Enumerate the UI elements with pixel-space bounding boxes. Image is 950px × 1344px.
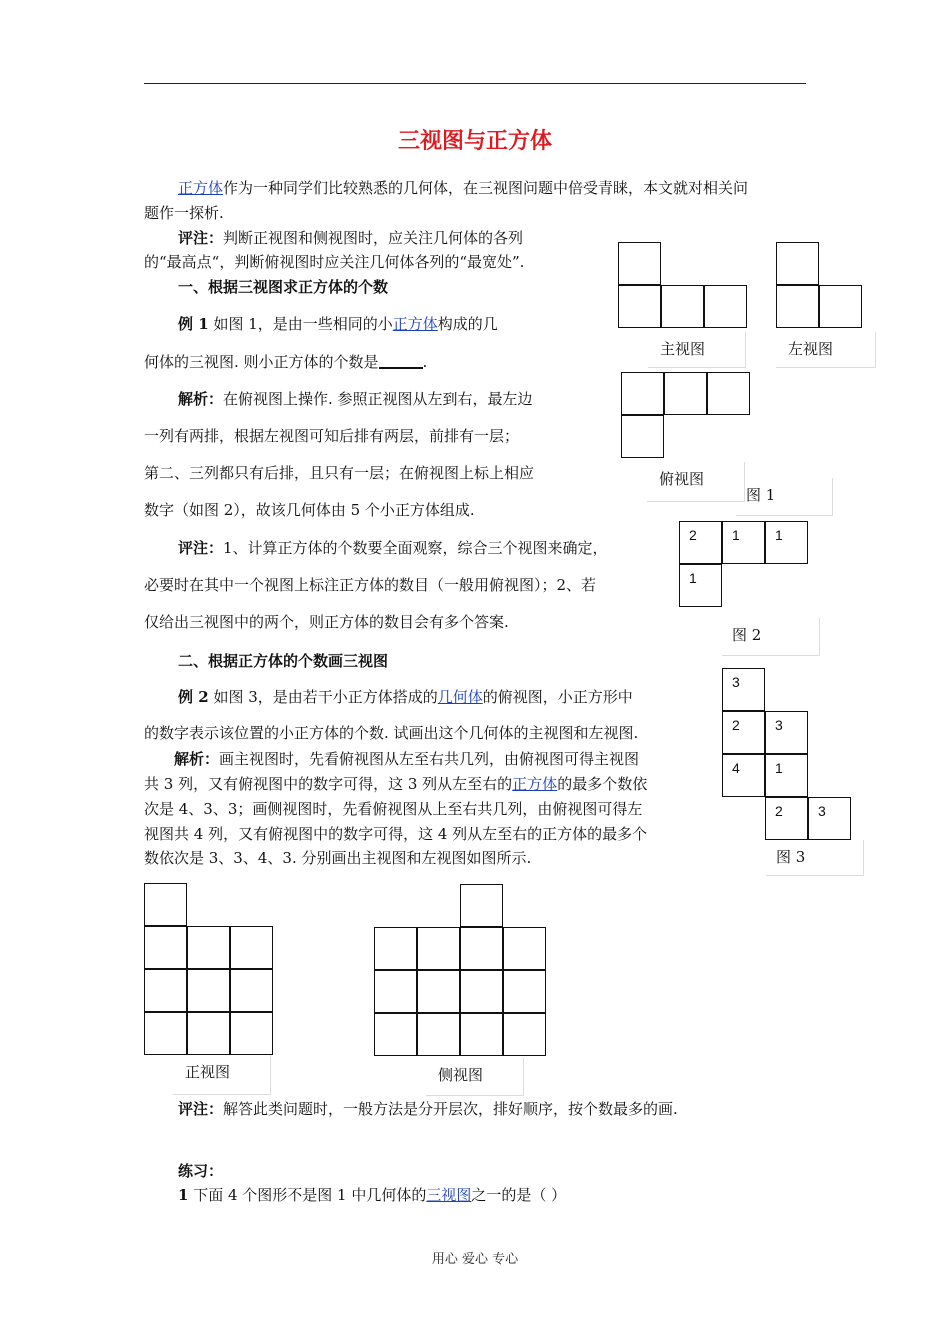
fig2-cell: 1 — [765, 521, 808, 564]
left-view-cell — [776, 242, 819, 285]
answer-side-cell — [417, 1013, 460, 1056]
top-view-cell — [664, 372, 707, 415]
solution2-line-3: 次是 4、3、3；画侧视图时，先看俯视图从上至右共几列，由俯视图可得左 — [144, 800, 643, 818]
left-view-caption: 左视图 — [776, 332, 876, 368]
answer-side-cell — [503, 970, 546, 1013]
link-sanshitu[interactable]: 三视图 — [426, 1186, 472, 1204]
fig2-cell: 1 — [722, 521, 765, 564]
answer-side-cell — [460, 970, 503, 1013]
answer-front-cell — [187, 969, 230, 1012]
fig3-cell: 2 — [765, 797, 808, 840]
note1-line-1: 评注：判断正视图和侧视图时，应关注几何体的各列 — [178, 229, 524, 247]
figure3-caption: 图 3 — [766, 840, 864, 876]
link-zhengfangti-intro[interactable]: 正方体 — [178, 179, 224, 197]
practice-question-1: 1 下面 4 个图形不是图 1 中几何体的三视图之一的是（ ） — [178, 1186, 567, 1204]
answer-front-caption: 正视图 — [173, 1055, 271, 1095]
figure1-caption: 图 1 — [736, 478, 833, 516]
answer-front-cell — [230, 926, 273, 969]
answer-side-cell — [417, 927, 460, 970]
example1-line-2: 何体的三视图. 则小正方体的个数是 . — [144, 353, 428, 371]
figure2-caption: 图 2 — [722, 618, 820, 656]
header-rule — [144, 83, 806, 84]
example1-line-1: 例 1 如图 1，是由一些相同的小正方体构成的几 — [178, 315, 498, 333]
left-view-cell — [819, 285, 862, 328]
left-view-cell — [776, 285, 819, 328]
solution2-line-4: 视图共 4 列，又有俯视图中的数字可得，这 4 列从左至右的正方体的最多个 — [144, 825, 648, 843]
front-view-caption: 主视图 — [648, 332, 746, 368]
page-footer: 用心 爱心 专心 — [431, 1252, 519, 1267]
top-view-cell — [621, 415, 664, 458]
answer-side-cell — [417, 970, 460, 1013]
answer-front-cell — [230, 969, 273, 1012]
answer-front-cell — [187, 1012, 230, 1055]
solution1-line-2: 一列有两排，根据左视图可知后排有两层，前排有一层； — [144, 427, 520, 445]
link-zhengfangti-sol2[interactable]: 正方体 — [512, 775, 558, 793]
front-view-cell — [618, 285, 661, 328]
link-jihети[interactable]: 几何体 — [437, 688, 483, 706]
front-view-cell — [661, 285, 704, 328]
example2-line-2: 的数字表示该位置的小正方体的个数. 试画出这个几何体的主视图和左视图. — [144, 724, 639, 742]
fig2-cell: 1 — [679, 564, 722, 607]
link-zhengfangti-ex1[interactable]: 正方体 — [392, 315, 438, 333]
answer-side-cell — [374, 1013, 417, 1056]
note1-line-2: 的“最高点“，判断俯视图时应关注几何体各列的“最宽处”. — [144, 253, 525, 271]
answer-front-cell — [144, 1012, 187, 1055]
top-view-caption: 俯视图 — [647, 462, 745, 502]
note2-line-2: 必要时在其中一个视图上标注正方体的数目（一般用俯视图）；2、若 — [144, 576, 597, 594]
answer-side-cell — [374, 970, 417, 1013]
section-2-heading: 二、根据正方体的个数画三视图 — [178, 652, 389, 670]
fig2-cell: 2 — [679, 521, 722, 564]
practice-heading: 练习： — [178, 1162, 224, 1180]
front-view-cell — [618, 242, 661, 285]
answer-side-cell — [374, 927, 417, 970]
note2-line-3: 仅给出三视图中的两个，则正方体的数目会有多个答案. — [144, 613, 509, 631]
fig3-cell: 2 — [722, 711, 765, 754]
solution2-line-1: 解析：画主视图时，先看俯视图从左至右共几列，由俯视图可得主视图 — [174, 750, 640, 768]
intro-line-1: 正方体作为一种同学们比较熟悉的几何体，在三视图问题中倍受青睐，本文就对相关问 — [178, 179, 749, 197]
section-1-heading: 一、根据三视图求正方体的个数 — [178, 278, 389, 296]
fig3-cell: 4 — [722, 754, 765, 797]
note2-line-1: 评注：1、计算正方体的个数要全面观察，综合三个视图来确定， — [178, 539, 608, 557]
answer-front-cell — [230, 1012, 273, 1055]
answer-side-cell — [503, 927, 546, 970]
example2-line-1: 例 2 如图 3，是由若干小正方体搭成的几何体的俯视图，小正方形中 — [178, 688, 633, 706]
answer-side-cell — [460, 1013, 503, 1056]
solution1-line-1: 解析：在俯视图上操作. 参照正视图从左到右，最左边 — [178, 390, 533, 408]
page-title: 三视图与正方体 — [397, 129, 552, 154]
answer-side-caption: 侧视图 — [426, 1058, 524, 1096]
front-view-cell — [704, 285, 747, 328]
answer-side-cell — [460, 884, 503, 927]
solution2-line-2: 共 3 列，又有俯视图中的数字可得，这 3 列从左至右的正方体的最多个数依 — [144, 775, 648, 793]
top-view-cell — [621, 372, 664, 415]
answer-blank — [379, 353, 423, 369]
intro-line-2: 题作一探析. — [144, 204, 224, 222]
fig3-cell: 3 — [808, 797, 851, 840]
solution1-line-3: 第二、三列都只有后排，且只有一层；在俯视图上标上相应 — [144, 464, 535, 482]
solution1-line-4: 数字（如图 2），故该几何体由 5 个小正方体组成. — [144, 501, 475, 519]
answer-front-cell — [144, 926, 187, 969]
solution2-line-5: 数依次是 3、3、4、3. 分别画出主视图和左视图如图所示. — [144, 849, 532, 867]
answer-side-cell — [460, 927, 503, 970]
answer-front-cell — [187, 926, 230, 969]
fig3-cell: 1 — [765, 754, 808, 797]
fig3-cell: 3 — [722, 668, 765, 711]
answer-front-cell — [144, 969, 187, 1012]
answer-side-cell — [503, 1013, 546, 1056]
fig3-cell: 3 — [765, 711, 808, 754]
answer-front-cell — [144, 883, 187, 926]
top-view-cell — [707, 372, 750, 415]
note3-line: 评注：解答此类问题时，一般方法是分开层次，排好顺序，按个数最多的画. — [178, 1100, 678, 1118]
